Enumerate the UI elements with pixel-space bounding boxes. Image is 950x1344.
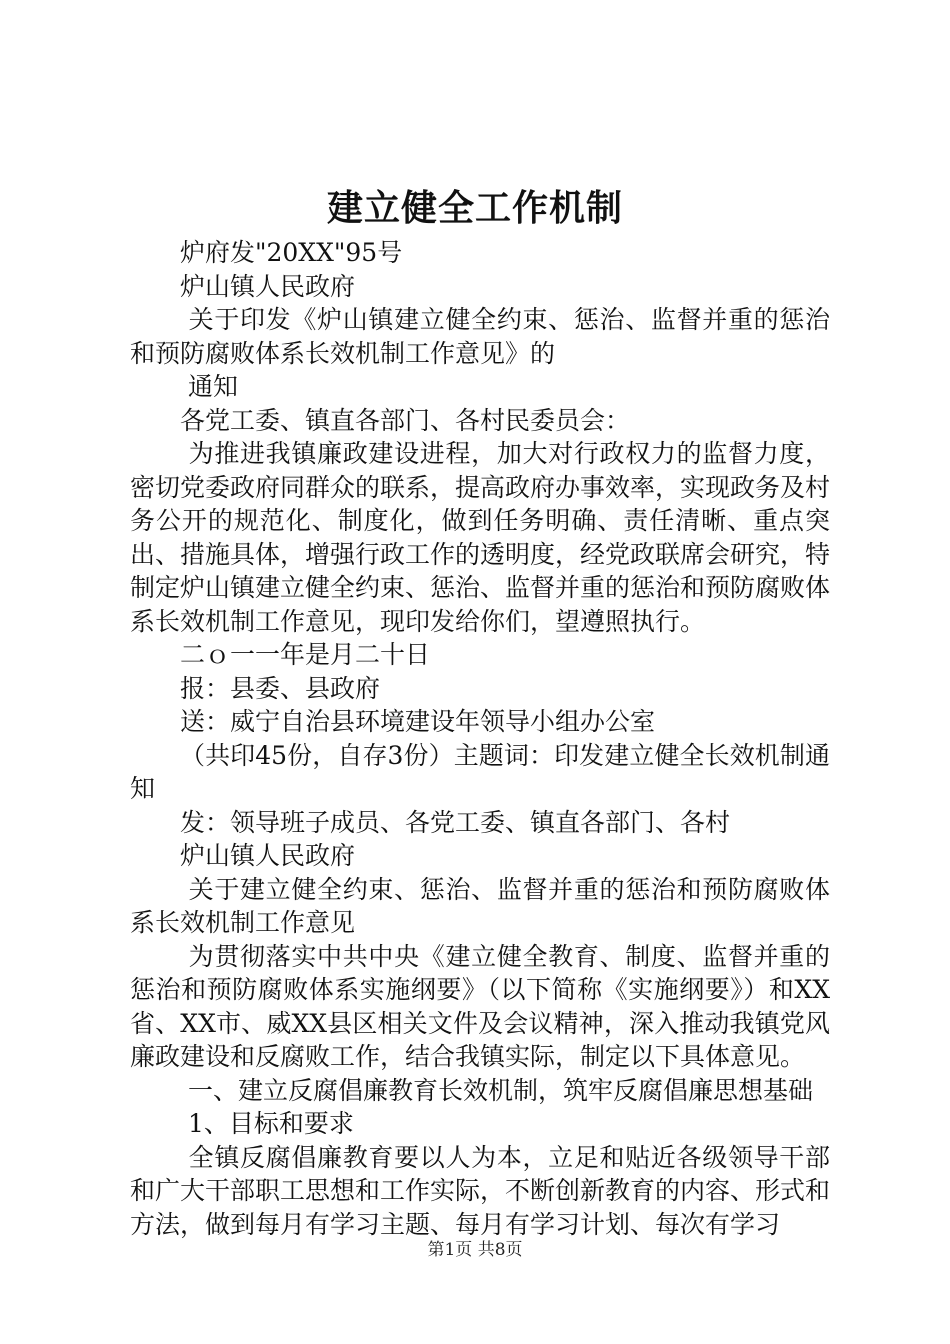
page-footer: 第1页 共8页: [427, 1240, 523, 1260]
distribution-line: 发：领导班子成员、各党工委、镇直各部门、各村: [180, 807, 731, 837]
body-paragraph: 为贯彻落实中共中央《建立健全教育、制度、监督并重的惩治和预防腐败体系实施纲要》（以下简称《实施纲要》）和XX省、XX市、威XX县区相关文件及会议精神，深入推动我镇党风廉政建设和反腐败工作，结合我镇实际，制定以下具体意见。: [130, 941, 830, 1071]
send-to-line: 送：威宁自治县环境建设年领导小组办公室: [180, 707, 656, 736]
print-count-line: （共印45份，自存3份）主题词：印发建立健全长效机制通知: [130, 740, 830, 803]
section-heading: 一、建立反腐倡廉教育长效机制，筑牢反腐倡廉思想基础: [180, 1075, 813, 1105]
notice-heading-suffix: 通知: [180, 372, 238, 401]
document-title: 建立健全工作机制: [326, 187, 623, 229]
issuer-name-2: 炉山镇人民政府: [180, 841, 356, 870]
document-number: 炉府发"20XX"95号: [180, 238, 403, 267]
date-line: 二ｏ一一年是月二十日: [180, 640, 431, 669]
document-body: [130, 236, 830, 1241]
subsection-heading: 1、目标和要求: [180, 1109, 354, 1138]
addressee-line: 各党工委、镇直各部门、各村民委员会：: [180, 405, 631, 435]
report-to-line: 报：县委、县政府: [180, 673, 381, 703]
issuer-name: 炉山镇人民政府: [180, 271, 356, 301]
opinion-heading: 关于建立健全约束、惩治、监督并重的惩治和预防腐败体系长效机制工作意见: [130, 874, 830, 937]
body-paragraph: 全镇反腐倡廉教育要以人为本，立足和贴近各级领导干部和广大干部职工思想和工作实际，不断创新教育的内容、形式和方法，做到每月有学习主题、每月有学习计划、每次有学习: [130, 1142, 831, 1239]
notice-heading: 关于印发《炉山镇建立健全约束、惩治、监督并重的惩治和预防腐败体系长效机制工作意见》的: [130, 305, 830, 368]
body-paragraph: 为推进我镇廉政建设进程，加大对行政权力的监督力度，密切党委政府同群众的联系，提高政府办事效率，实现政务及村务公开的规范化、制度化，做到任务明确、责任清晰、重点突出、措施具体，增强行政工作的透明度，经党政联席会研究，特制定炉山镇建立健全约束、惩治、监督并重的惩治和预防腐败体系长效机制工作意见，现印发给你们，望遵照执行。: [130, 439, 831, 636]
